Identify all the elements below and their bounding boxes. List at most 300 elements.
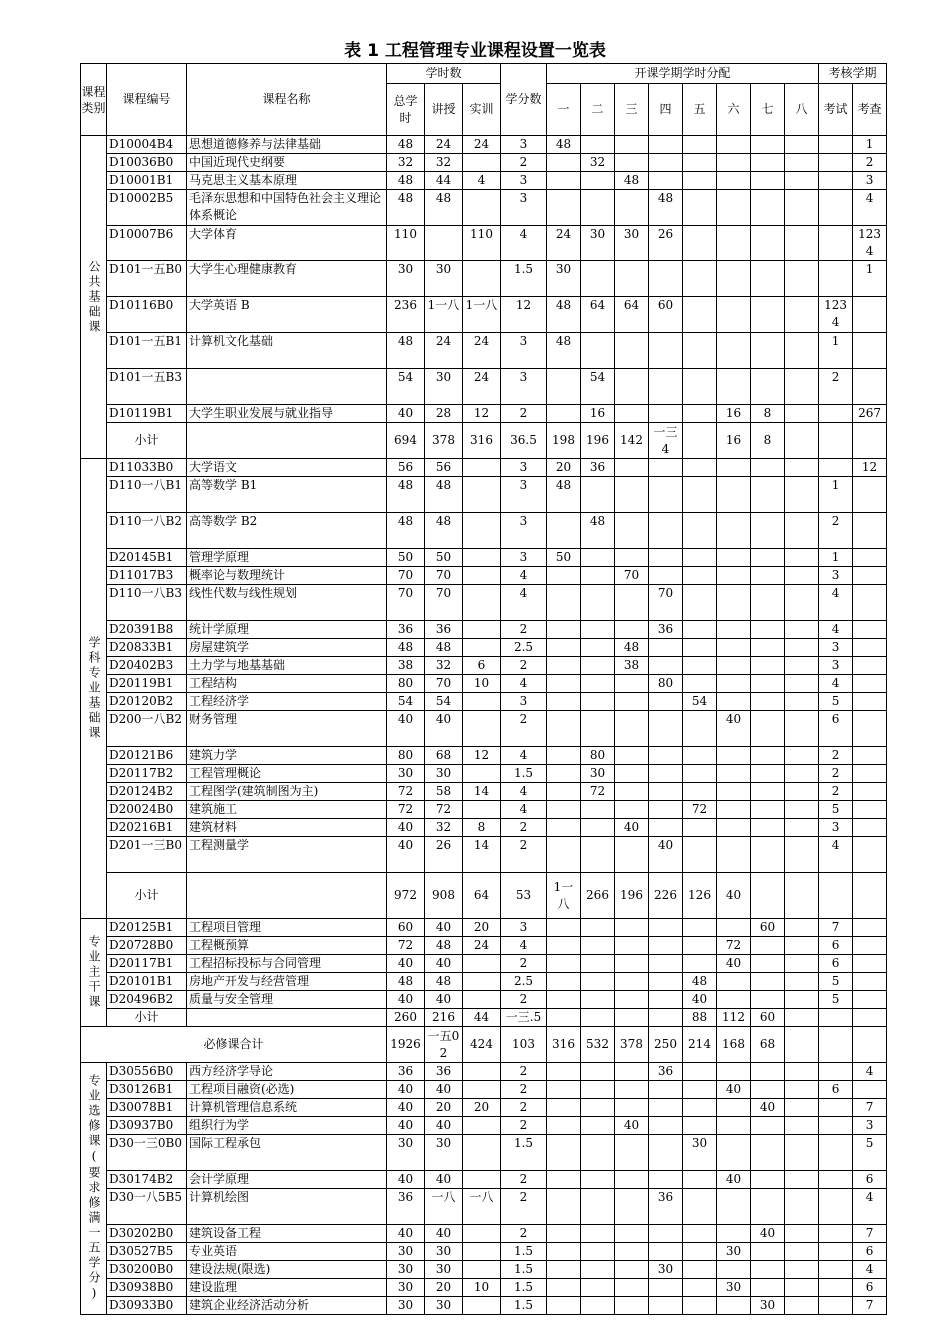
header-semester-5: 五 — [683, 84, 717, 136]
table-row — [81, 154, 887, 172]
subtotal-semester-1: 1一八 — [547, 873, 581, 919]
exam-term: 5 — [819, 801, 853, 819]
semester-5 — [683, 154, 717, 172]
credits: 4 — [501, 226, 547, 261]
table-row — [81, 333, 887, 369]
header-lecture: 讲授 — [425, 84, 463, 136]
course-name: 工程测量学 — [187, 837, 387, 873]
check-term — [853, 1081, 887, 1099]
semester-1 — [547, 1063, 581, 1081]
practice-hours: 6 — [463, 657, 501, 675]
practice-hours — [463, 154, 501, 172]
total-hours: 48 — [387, 136, 425, 154]
subtotal-practice-hours: 44 — [463, 1009, 501, 1027]
semester-8 — [785, 154, 819, 172]
course-name: 马克思主义基本原理 — [187, 172, 387, 190]
semester-4 — [649, 459, 683, 477]
credits: 2 — [501, 819, 547, 837]
course-code: D101一五B0 — [107, 261, 187, 297]
semester-8 — [785, 937, 819, 955]
semester-8 — [785, 585, 819, 621]
practice-hours: 1一八 — [463, 297, 501, 333]
required-total-semester-6: 168 — [717, 1027, 751, 1063]
semester-4 — [649, 693, 683, 711]
header-category: 课程类别 — [81, 64, 107, 136]
course-code: D30527B5 — [107, 1243, 187, 1261]
table-header — [81, 64, 887, 136]
category-label: 专业选修课(要求修满一五学分) — [81, 1063, 107, 1315]
semester-6 — [717, 1099, 751, 1117]
course-code: D11017B3 — [107, 567, 187, 585]
semester-2: 48 — [581, 513, 615, 549]
lecture-hours: 28 — [425, 405, 463, 423]
credits: 12 — [501, 297, 547, 333]
table-row — [81, 1243, 887, 1261]
course-code: D20145B1 — [107, 549, 187, 567]
credits: 2 — [501, 955, 547, 973]
semester-5 — [683, 919, 717, 937]
semester-3 — [615, 1225, 649, 1243]
course-name: 财务管理 — [187, 711, 387, 747]
lecture-hours: 40 — [425, 1171, 463, 1189]
semester-8 — [785, 955, 819, 973]
credits: 4 — [501, 585, 547, 621]
total-hours: 36 — [387, 1063, 425, 1081]
practice-hours — [463, 765, 501, 783]
subtotal-semester-1: 198 — [547, 423, 581, 459]
practice-hours: 14 — [463, 837, 501, 873]
credits: 2 — [501, 991, 547, 1009]
course-code: D10001B1 — [107, 172, 187, 190]
semester-5: 40 — [683, 991, 717, 1009]
credits: 2 — [501, 657, 547, 675]
semester-8 — [785, 459, 819, 477]
semester-6: 16 — [717, 405, 751, 423]
header-semester-2: 二 — [581, 84, 615, 136]
semester-7 — [751, 1261, 785, 1279]
semester-7 — [751, 333, 785, 369]
total-hours: 40 — [387, 1099, 425, 1117]
course-code: D20216B1 — [107, 819, 187, 837]
total-hours: 40 — [387, 837, 425, 873]
subtotal-semester-2: 266 — [581, 873, 615, 919]
required-total-semester-7: 68 — [751, 1027, 785, 1063]
semester-7 — [751, 1063, 785, 1081]
subtotal-practice-hours: 64 — [463, 873, 501, 919]
course-code: D10036B0 — [107, 154, 187, 172]
practice-hours: 14 — [463, 783, 501, 801]
subtotal-credits: 36.5 — [501, 423, 547, 459]
semester-5 — [683, 333, 717, 369]
semester-2: 72 — [581, 783, 615, 801]
semester-5 — [683, 1099, 717, 1117]
semester-4 — [649, 513, 683, 549]
semester-1 — [547, 585, 581, 621]
credits: 4 — [501, 783, 547, 801]
table-row — [81, 639, 887, 657]
credits: 1.5 — [501, 1297, 547, 1315]
practice-hours: 4 — [463, 172, 501, 190]
semester-7 — [751, 477, 785, 513]
semester-7 — [751, 297, 785, 333]
semester-1 — [547, 621, 581, 639]
semester-1 — [547, 1189, 581, 1225]
semester-2 — [581, 1117, 615, 1135]
practice-hours — [463, 621, 501, 639]
lecture-hours: 30 — [425, 1243, 463, 1261]
subtotal-semester-3: 142 — [615, 423, 649, 459]
lecture-hours: 20 — [425, 1099, 463, 1117]
semester-1: 24 — [547, 226, 581, 261]
check-term — [853, 639, 887, 657]
credits: 2 — [501, 1225, 547, 1243]
semester-7 — [751, 1117, 785, 1135]
required-total-credits: 103 — [501, 1027, 547, 1063]
semester-8 — [785, 973, 819, 991]
lecture-hours: 40 — [425, 991, 463, 1009]
exam-term: 5 — [819, 693, 853, 711]
total-hours: 48 — [387, 190, 425, 226]
subtotal-semester-6: 40 — [717, 873, 751, 919]
total-hours: 30 — [387, 765, 425, 783]
header-name: 课程名称 — [187, 64, 387, 136]
practice-hours: 110 — [463, 226, 501, 261]
semester-5 — [683, 1279, 717, 1297]
total-hours: 48 — [387, 513, 425, 549]
semester-6 — [717, 693, 751, 711]
semester-4 — [649, 1279, 683, 1297]
semester-5 — [683, 675, 717, 693]
header-total: 总学时 — [387, 84, 425, 136]
header-semester-3: 三 — [615, 84, 649, 136]
credits: 4 — [501, 567, 547, 585]
semester-1 — [547, 190, 581, 226]
table-row — [81, 1081, 887, 1099]
total-hours: 72 — [387, 937, 425, 955]
credits: 3 — [501, 919, 547, 937]
semester-8 — [785, 1117, 819, 1135]
semester-7 — [751, 837, 785, 873]
credits: 4 — [501, 801, 547, 819]
subtotal-semester-6: 112 — [717, 1009, 751, 1027]
semester-3 — [615, 1135, 649, 1171]
check-term: 3 — [853, 1117, 887, 1135]
lecture-hours: 44 — [425, 172, 463, 190]
table-row — [81, 405, 887, 423]
semester-4 — [649, 919, 683, 937]
check-term — [853, 819, 887, 837]
course-name: 工程经济学 — [187, 693, 387, 711]
practice-hours — [463, 477, 501, 513]
total-hours: 50 — [387, 549, 425, 567]
semester-7 — [751, 747, 785, 765]
semester-8 — [785, 369, 819, 405]
semester-8 — [785, 136, 819, 154]
total-hours: 40 — [387, 991, 425, 1009]
header-semester-1: 一 — [547, 84, 581, 136]
course-code: D20728B0 — [107, 937, 187, 955]
lecture-hours: 32 — [425, 154, 463, 172]
semester-3 — [615, 477, 649, 513]
semester-5 — [683, 1297, 717, 1315]
table-row — [81, 973, 887, 991]
practice-hours — [463, 1135, 501, 1171]
course-code: D10004B4 — [107, 136, 187, 154]
semester-4 — [649, 1243, 683, 1261]
semester-7 — [751, 172, 785, 190]
check-term — [853, 973, 887, 991]
semester-6 — [717, 919, 751, 937]
semester-1 — [547, 919, 581, 937]
semester-7 — [751, 973, 785, 991]
total-hours: 48 — [387, 477, 425, 513]
semester-7 — [751, 459, 785, 477]
practice-hours — [463, 973, 501, 991]
practice-hours — [463, 1081, 501, 1099]
semester-1 — [547, 657, 581, 675]
check-term — [853, 801, 887, 819]
course-name: 计算机绘图 — [187, 1189, 387, 1225]
semester-3 — [615, 190, 649, 226]
header-semester-group: 开课学期学时分配 — [547, 64, 819, 84]
course-name: 质量与安全管理 — [187, 991, 387, 1009]
course-code: D110一八B3 — [107, 585, 187, 621]
total-hours: 48 — [387, 973, 425, 991]
credits: 2 — [501, 1117, 547, 1135]
exam-term — [819, 405, 853, 423]
table-row — [81, 1135, 887, 1171]
semester-6 — [717, 765, 751, 783]
semester-6 — [717, 585, 751, 621]
table-row — [81, 567, 887, 585]
semester-6 — [717, 172, 751, 190]
course-name: 土力学与地基基础 — [187, 657, 387, 675]
subtotal-row — [81, 873, 887, 919]
total-hours: 40 — [387, 1225, 425, 1243]
practice-hours: 24 — [463, 937, 501, 955]
check-term — [853, 369, 887, 405]
semester-4 — [649, 1117, 683, 1135]
table-row — [81, 1225, 887, 1243]
subtotal-row — [81, 1009, 887, 1027]
semester-8 — [785, 405, 819, 423]
total-hours: 56 — [387, 459, 425, 477]
semester-7 — [751, 675, 785, 693]
course-code: D30937B0 — [107, 1117, 187, 1135]
exam-term: 6 — [819, 955, 853, 973]
exam-term — [819, 1135, 853, 1171]
semester-4: 60 — [649, 297, 683, 333]
semester-8 — [785, 1243, 819, 1261]
semester-8 — [785, 621, 819, 639]
total-hours: 36 — [387, 621, 425, 639]
semester-6 — [717, 261, 751, 297]
required-total-practice-hours: 424 — [463, 1027, 501, 1063]
course-name: 高等数学 B2 — [187, 513, 387, 549]
course-name: 建设监理 — [187, 1279, 387, 1297]
exam-term — [819, 226, 853, 261]
table-row — [81, 955, 887, 973]
semester-4 — [649, 567, 683, 585]
semester-4 — [649, 261, 683, 297]
semester-5 — [683, 955, 717, 973]
semester-1 — [547, 937, 581, 955]
semester-6 — [717, 747, 751, 765]
course-code: D20117B1 — [107, 955, 187, 973]
semester-6 — [717, 837, 751, 873]
semester-5 — [683, 621, 717, 639]
credits: 3 — [501, 369, 547, 405]
semester-7: 60 — [751, 919, 785, 937]
practice-hours: 10 — [463, 675, 501, 693]
lecture-hours — [425, 226, 463, 261]
check-term: 12 — [853, 459, 887, 477]
course-code: D30200B0 — [107, 1261, 187, 1279]
course-name: 大学体育 — [187, 226, 387, 261]
semester-7 — [751, 955, 785, 973]
semester-6: 30 — [717, 1243, 751, 1261]
table-body — [81, 136, 887, 1315]
semester-5 — [683, 657, 717, 675]
semester-2 — [581, 1081, 615, 1099]
course-name: 大学语文 — [187, 459, 387, 477]
subtotal-semester-8 — [785, 873, 819, 919]
check-term — [853, 747, 887, 765]
semester-2 — [581, 477, 615, 513]
semester-3 — [615, 765, 649, 783]
required-total-check-term — [853, 1027, 887, 1063]
semester-7 — [751, 1189, 785, 1225]
total-hours: 30 — [387, 1243, 425, 1261]
semester-8 — [785, 1135, 819, 1171]
table-row — [81, 226, 887, 261]
credits: 2 — [501, 1099, 547, 1117]
total-hours: 70 — [387, 585, 425, 621]
semester-6: 30 — [717, 1279, 751, 1297]
course-code: D30078B1 — [107, 1099, 187, 1117]
course-name: 毛泽东思想和中国特色社会主义理论体系概论 — [187, 190, 387, 226]
course-name: 会计学原理 — [187, 1171, 387, 1189]
semester-7 — [751, 801, 785, 819]
credits: 2 — [501, 837, 547, 873]
practice-hours — [463, 1063, 501, 1081]
semester-7 — [751, 693, 785, 711]
exam-term — [819, 1117, 853, 1135]
semester-5 — [683, 297, 717, 333]
credits: 4 — [501, 675, 547, 693]
semester-7 — [751, 621, 785, 639]
total-hours: 40 — [387, 711, 425, 747]
semester-2 — [581, 1099, 615, 1117]
check-term: 4 — [853, 1261, 887, 1279]
subtotal-semester-8 — [785, 1009, 819, 1027]
practice-hours — [463, 991, 501, 1009]
course-code: D101一五B3 — [107, 369, 187, 405]
subtotal-semester-6: 16 — [717, 423, 751, 459]
semester-4 — [649, 1081, 683, 1099]
exam-term — [819, 459, 853, 477]
semester-1 — [547, 711, 581, 747]
semester-6 — [717, 333, 751, 369]
semester-6 — [717, 675, 751, 693]
lecture-hours: 50 — [425, 549, 463, 567]
semester-4 — [649, 747, 683, 765]
course-code: D30174B2 — [107, 1171, 187, 1189]
semester-1 — [547, 1279, 581, 1297]
practice-hours — [463, 1297, 501, 1315]
semester-3 — [615, 1189, 649, 1225]
credits: 1.5 — [501, 1261, 547, 1279]
semester-7 — [751, 657, 785, 675]
exam-term — [819, 1225, 853, 1243]
semester-8 — [785, 765, 819, 783]
course-code: D20117B2 — [107, 765, 187, 783]
check-term — [853, 297, 887, 333]
practice-hours: 20 — [463, 1099, 501, 1117]
semester-5 — [683, 567, 717, 585]
semester-3 — [615, 955, 649, 973]
semester-2: 30 — [581, 765, 615, 783]
table-row — [81, 837, 887, 873]
table-row — [81, 991, 887, 1009]
lecture-hours: 32 — [425, 819, 463, 837]
credits: 3 — [501, 513, 547, 549]
semester-7 — [751, 1135, 785, 1171]
semester-6 — [717, 639, 751, 657]
semester-1 — [547, 1171, 581, 1189]
exam-term: 1 — [819, 333, 853, 369]
credits: 1.5 — [501, 1243, 547, 1261]
semester-8 — [785, 919, 819, 937]
course-code: D20101B1 — [107, 973, 187, 991]
subtotal-lecture-hours: 908 — [425, 873, 463, 919]
semester-2: 64 — [581, 297, 615, 333]
semester-2 — [581, 1297, 615, 1315]
semester-6 — [717, 801, 751, 819]
exam-term: 6 — [819, 711, 853, 747]
lecture-hours: 30 — [425, 261, 463, 297]
practice-hours: 8 — [463, 819, 501, 837]
practice-hours: 24 — [463, 369, 501, 405]
course-name: 线性代数与线性规划 — [187, 585, 387, 621]
lecture-hours: 1一八 — [425, 297, 463, 333]
semester-2 — [581, 955, 615, 973]
semester-3 — [615, 1243, 649, 1261]
course-code: D30933B0 — [107, 1297, 187, 1315]
semester-4 — [649, 783, 683, 801]
credits: 3 — [501, 333, 547, 369]
semester-5 — [683, 369, 717, 405]
table-row — [81, 1279, 887, 1297]
semester-3 — [615, 747, 649, 765]
check-term — [853, 333, 887, 369]
course-name: 工程图学(建筑制图为主) — [187, 783, 387, 801]
practice-hours: 一八 — [463, 1189, 501, 1225]
practice-hours — [463, 567, 501, 585]
semester-4 — [649, 973, 683, 991]
table-row — [81, 190, 887, 226]
subtotal-check-term — [853, 873, 887, 919]
semester-2: 54 — [581, 369, 615, 405]
semester-7 — [751, 783, 785, 801]
semester-2 — [581, 1279, 615, 1297]
semester-2 — [581, 1135, 615, 1171]
semester-3 — [615, 919, 649, 937]
semester-1 — [547, 1099, 581, 1117]
course-name: 大学生职业发展与就业指导 — [187, 405, 387, 423]
course-name: 房屋建筑学 — [187, 639, 387, 657]
credits: 2 — [501, 1081, 547, 1099]
